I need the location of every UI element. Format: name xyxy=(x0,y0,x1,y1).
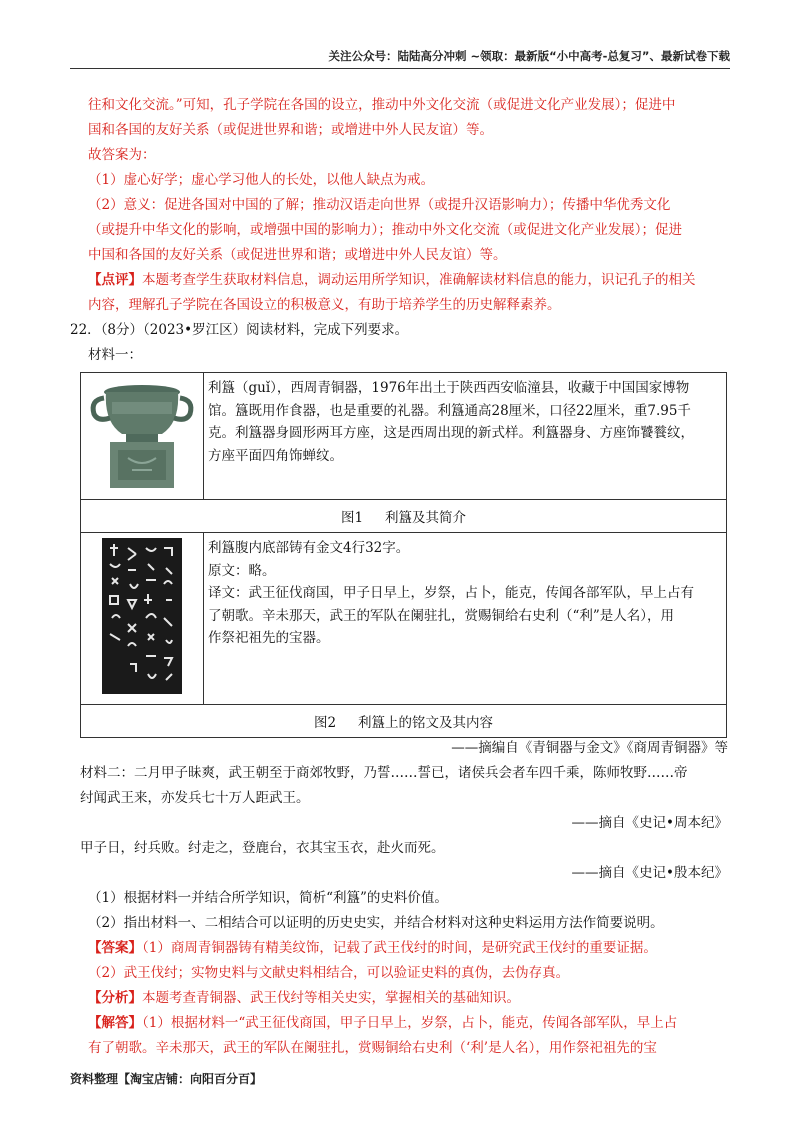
li-gui-bronze-image xyxy=(82,374,202,494)
inscription-line: 原文：略。 xyxy=(208,562,276,579)
figure2-number: 图2 xyxy=(313,715,337,731)
li-gui-intro-cell xyxy=(204,373,727,500)
comment-text: 本题考查学生获取材料信息，调动运用所学知识，准确解读材料信息的能力，识记孔子的相关 xyxy=(142,272,696,288)
page-header: 关注公众号：陆陆高分冲刺 ~领取：最新版“小中高考-总复习”、最新试卷下载 xyxy=(328,49,730,63)
analysis-line xyxy=(88,986,728,1011)
answer-text-line: 往和文化交流。”可知，孔子学院在各国的设立，推动中外文化交流（或促进文化产业发展）；促进中 xyxy=(88,97,676,113)
figure2-caption xyxy=(81,705,727,738)
page-content xyxy=(70,93,728,1061)
inscription-image-cell xyxy=(81,533,204,705)
intro-line: 利簋（guǐ），西周青铜器，1976年出土于陕西西安临潼县，收藏于中国国家博物 xyxy=(208,380,690,396)
answer-item-2: （2）意义：促进各国对中国的了解；推动汉语走向世界（或提升汉语影响力）；传播中华优秀文化 xyxy=(88,197,671,213)
material1-label: 材料一： xyxy=(88,347,142,363)
answer-text: （1）商周青铜器铸有精美纹饰，记载了武王伐纣的时间，是研究武王伐纣的重要证据。 xyxy=(142,940,657,956)
source-citation: ——摘编自《青铜器与金文》《商周青铜器》等 xyxy=(451,740,728,756)
answer-item-1: （1）虚心好学；虚心学习他人的长处，以他人缺点为戒。 xyxy=(88,172,435,188)
answer-tag: 【答案】 xyxy=(88,940,142,956)
inscription-line: 了朝歌。辛未那天，武王的军队在阑驻扎，赏赐铜给右史利（“利”是人名），用 xyxy=(208,607,675,624)
answer-line xyxy=(88,936,728,961)
solution-text: （1）根据材料一“武王征伐商国，甲子日早上，岁祭，占卜，能克，传闻各部军队，早上占 xyxy=(142,1015,678,1031)
figure1-title: 利簋及其简介 xyxy=(385,510,467,526)
page-footer: 资料整理【淘宝店铺：向阳百分百】 xyxy=(70,1072,263,1086)
answer-text-line: （或提升中华文化的影响，或增强中国的影响力）；推动中外文化交流（或促进文化产业发展）；促进 xyxy=(88,222,682,238)
comment-tag: 【点评】 xyxy=(88,272,142,288)
figure2-title: 利簋上的铭文及其内容 xyxy=(358,715,494,731)
intro-line: 克。利簋器身圆形两耳方座，这是西周出现的新式样。利簋器身、方座饰饕餮纹， xyxy=(208,425,694,441)
subquestion-2: （2）指出材料一、二相结合可以证明的历史史实，并结合材料对这种史料运用方法作简要说明。 xyxy=(88,915,664,931)
intro-line: 馆。簋既用作食器，也是重要的礼器。利簋通高28厘米，口径22厘米，重7.95千 xyxy=(208,402,691,419)
figure1-caption xyxy=(81,500,727,533)
analysis-tag: 【分析】 xyxy=(88,990,142,1006)
material2-line: 材料二：二月甲子昧爽，武王朝至于商郊牧野，乃誓……誓已，诸侯兵会者车四千乘，陈师牧野……帝 xyxy=(80,765,688,781)
source-citation: ——摘自《史记•殷本纪》 xyxy=(571,865,728,881)
question-text: （8分）（2023•罗江区）阅读材料，完成下列要求。 xyxy=(100,322,409,338)
material2-line: 纣闻武王来，亦发兵七十万人距武王。 xyxy=(80,790,310,806)
question-number: 22． xyxy=(70,322,101,338)
inscription-rubbing-image xyxy=(82,534,202,699)
figure1-number: 图1 xyxy=(340,510,364,526)
material-table xyxy=(80,372,727,738)
material2-line: 甲子日，纣兵败。纣走之，登鹿台，衣其宝玉衣，赴火而死。 xyxy=(80,840,445,856)
subquestion-1: （1）根据材料一并结合所学知识，简析“利簋”的史料价值。 xyxy=(88,890,448,906)
answer-line: （2）武王伐纣；实物史料与文献史料相结合，可以验证史料的真伪，去伪存真。 xyxy=(88,965,570,981)
comment-line xyxy=(88,268,728,293)
answer-text-line: 中国和各国的友好关系（或促进世界和谐；或增进中外人民友谊）等。 xyxy=(88,247,507,263)
inscription-line: 译文：武王征伐商国，甲子日早上，岁祭，占卜，能克，传闻各部军队，早上占有 xyxy=(208,585,694,601)
source-citation: ——摘自《史记•周本纪》 xyxy=(571,815,728,831)
li-gui-image-cell xyxy=(81,373,204,500)
inscription-line: 作祭祀祖先的宝器。 xyxy=(208,630,330,646)
answer-heading: 故答案为： xyxy=(88,147,156,163)
analysis-text: 本题考查青铜器、武王伐纣等相关史实，掌握相关的基础知识。 xyxy=(142,990,520,1006)
inscription-line: 利簋腹内底部铸有金文4行32字。 xyxy=(208,540,410,556)
solution-tag: 【解答】 xyxy=(88,1015,142,1031)
solution-line xyxy=(88,1011,728,1036)
inscription-text-cell xyxy=(204,533,727,705)
solution-line: 有了朝歌。辛未那天，武王的军队在阑驻扎，赏赐铜给右史利（‘利’是人名），用作祭祀祖先的宝 xyxy=(88,1040,657,1056)
intro-line: 方座平面四角饰蝉纹。 xyxy=(208,447,343,464)
header-rule xyxy=(70,68,730,69)
comment-line: 内容，理解孔子学院在各国设立的积极意义，有助于培养学生的历史解释素养。 xyxy=(88,297,561,313)
question-22 xyxy=(70,318,728,343)
answer-text-line: 国和各国的友好关系（或促进世界和谐；或增进中外人民友谊）等。 xyxy=(88,122,493,138)
